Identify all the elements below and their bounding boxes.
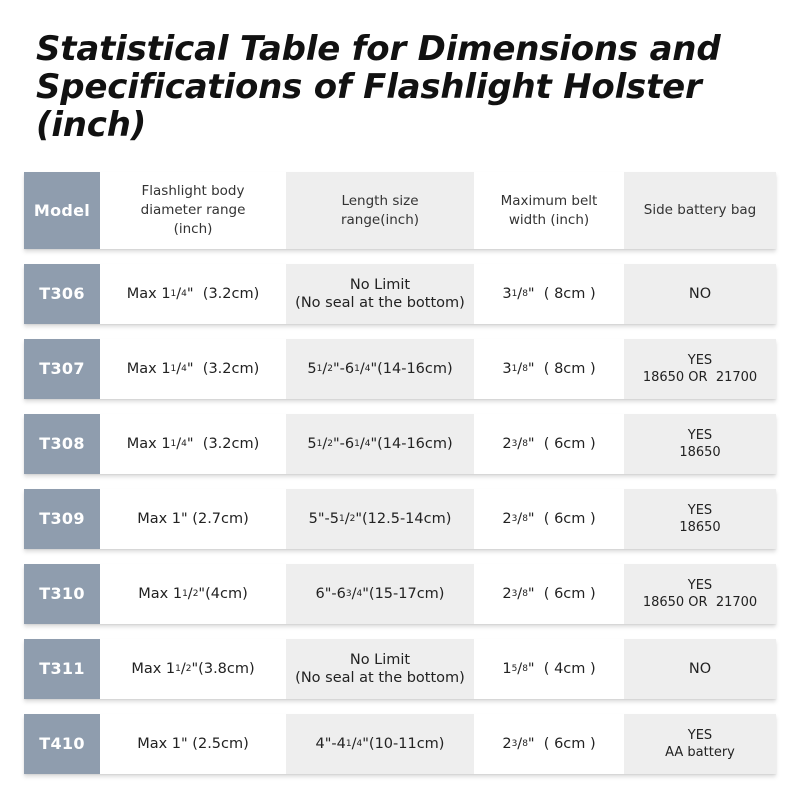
model-cell: T309	[24, 489, 100, 549]
model-cell: T308	[24, 414, 100, 474]
length-cell: 5 1 / 2 "-6 1 / 4 "(14-16cm)	[286, 414, 474, 474]
table-row	[24, 714, 776, 774]
table-row	[24, 564, 776, 624]
model-cell: T307	[24, 339, 100, 399]
belt-cell: 2 3 / 8 " ( 6cm )	[474, 489, 624, 549]
length-cell: 5"-5 1 / 2 "(12.5-14cm)	[286, 489, 474, 549]
length-cell: No Limit (No seal at the bottom)	[286, 639, 474, 699]
header-battery: Side battery bag	[624, 172, 776, 249]
table-row	[24, 414, 776, 474]
diameter-cell: Max 1 1 / 2 "(4cm)	[100, 564, 286, 624]
table-row	[24, 639, 776, 699]
diameter-cell: Max 1 1 / 2 "(3.8cm)	[100, 639, 286, 699]
diameter-cell: Max 1 1 / 4 " (3.2cm)	[100, 264, 286, 324]
belt-cell: 2 3 / 8 " ( 6cm )	[474, 714, 624, 774]
battery-cell: YES 18650 OR 21700	[624, 339, 776, 399]
length-cell: No Limit (No seal at the bottom)	[286, 264, 474, 324]
model-cell: T306	[24, 264, 100, 324]
battery-cell: YES 18650	[624, 414, 776, 474]
belt-cell: 3 1 / 8 " ( 8cm )	[474, 264, 624, 324]
length-cell: 5 1 / 2 "-6 1 / 4 "(14-16cm)	[286, 339, 474, 399]
diameter-cell: Max 1" (2.5cm)	[100, 714, 286, 774]
model-cell: T311	[24, 639, 100, 699]
battery-cell: NO	[624, 264, 776, 324]
diameter-cell: Max 1 1 / 4 " (3.2cm)	[100, 339, 286, 399]
belt-cell: 3 1 / 8 " ( 8cm )	[474, 339, 624, 399]
table-row	[24, 264, 776, 324]
battery-cell: YES AA battery	[624, 714, 776, 774]
battery-cell: YES 18650	[624, 489, 776, 549]
length-cell: 4"-4 1 / 4 "(10-11cm)	[286, 714, 474, 774]
header-belt: Maximum belt width (inch)	[474, 172, 624, 249]
header-diameter: Flashlight body diameter range (inch)	[100, 172, 286, 249]
model-cell: T410	[24, 714, 100, 774]
header-model: Model	[24, 172, 100, 249]
length-cell: 6"-6 3 / 4 "(15-17cm)	[286, 564, 474, 624]
model-cell: T310	[24, 564, 100, 624]
belt-cell: 2 3 / 8 " ( 6cm )	[474, 414, 624, 474]
diameter-cell: Max 1" (2.7cm)	[100, 489, 286, 549]
battery-cell: YES 18650 OR 21700	[624, 564, 776, 624]
table-header	[24, 172, 776, 249]
belt-cell: 2 3 / 8 " ( 6cm )	[474, 564, 624, 624]
belt-cell: 1 5 / 8 " ( 4cm )	[474, 639, 624, 699]
table-row	[24, 339, 776, 399]
battery-cell: NO	[624, 639, 776, 699]
page-title: Statistical Table for Dimensions and Specifications of Flashlight Holster (inch)	[36, 29, 721, 145]
diameter-cell: Max 1 1 / 4 " (3.2cm)	[100, 414, 286, 474]
table-row	[24, 489, 776, 549]
header-length: Length size range(inch)	[286, 172, 474, 249]
